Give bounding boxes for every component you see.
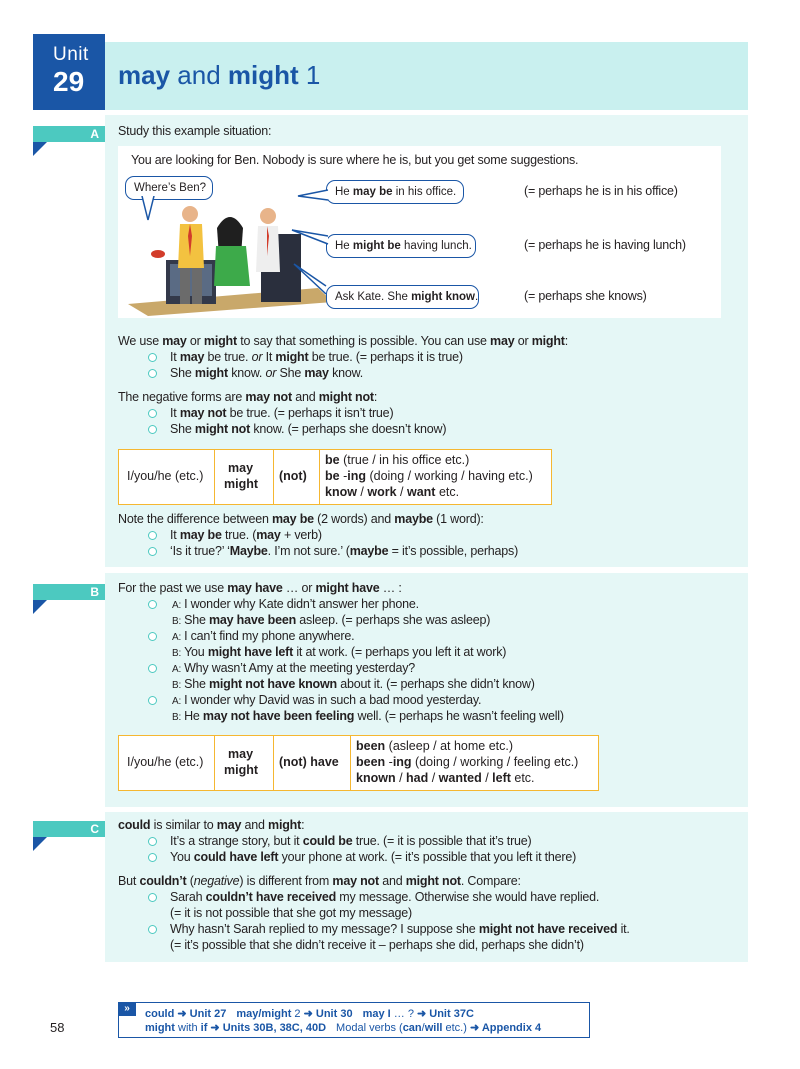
example-gloss: (= it’s possible that she didn’t receive it – perhaps she did, perhaps she didn’t) [170,938,584,952]
section-b-notch [33,600,47,614]
compare-explanation: But couldn’t (negative) is different from may not and might not. Compare: [118,874,521,888]
table-modal: may [228,461,254,475]
bullet-icon [148,853,157,862]
speech-bubble-2: He might be having lunch. [326,234,476,258]
dialogue-line: A: I can’t find my phone anywhere. [172,629,355,643]
example-line: It may be true. (may + verb) [170,528,322,542]
example-line: ‘Is it true?’ ‘Maybe. I’m not sure.’ (maybe = it’s possible, perhaps) [170,544,519,558]
example-line: It may be true. or It might be true. (= perhaps it is true) [170,350,463,364]
bullet-icon [148,409,157,418]
form-table-a [118,449,552,505]
bullet-icon [148,425,157,434]
bullet-icon [148,925,157,934]
speech-bubble-3-tail [292,262,328,296]
table-row: be -ing (doing / working / having etc.) [325,469,533,483]
section-a-tab: A [33,126,105,142]
example-gloss: (= it is not possible that she got my message) [170,906,412,920]
section-a-notch [33,142,47,156]
cross-reference-line-1[interactable]: could ➜ Unit 27 may/might 2 ➜ Unit 30 may I … ? ➜ Unit 37C [145,1008,474,1020]
example-line: She might not know. (= perhaps she doesn’t know) [170,422,447,436]
unit-number: 29 [53,66,85,97]
page-title: may and might 1 [118,60,321,90]
dialogue-line: A: Why wasn’t Amy at the meeting yesterday? [172,661,416,675]
bullet-icon [148,547,157,556]
table-row: be (true / in his office etc.) [325,453,470,467]
table-subject: I/you/he (etc.) [127,469,204,483]
bullet-icon [148,531,157,540]
question-bubble: Where’s Ben? [125,176,213,200]
bullet-icon [148,893,157,902]
speech-bubble-1-tail [296,186,330,206]
section-b-intro: For the past we use may have … or might have … : [118,581,402,595]
example-line: It may not be true. (= perhaps it isn’t true) [170,406,394,420]
table-row: know / work / want etc. [325,485,460,499]
gloss-1: (= perhaps he is in his office) [524,184,678,198]
use-explanation: We use may or might to say that something is possible. You can use may or might: [118,334,569,348]
dialogue-line: B: She may have been asleep. (= perhaps she was asleep) [172,613,491,627]
bullet-icon [148,353,157,362]
unit-label: Unit [53,44,89,65]
section-b-tab: B [33,584,105,600]
table-row: been (asleep / at home etc.) [356,739,514,753]
example-line: She might know. or She may know. [170,366,364,380]
example-line: It’s a strange story, but it could be true. (= it is possible that it’s true) [170,834,532,848]
bullet-icon [148,664,157,673]
dialogue-line: A: I wonder why Kate didn’t answer her phone. [172,597,419,611]
table-modal: might [224,477,259,491]
dialogue-line: B: He may not have been feeling well. (= perhaps he wasn’t feeling well) [172,709,564,723]
bullet-icon [148,600,157,609]
dialogue-line: A: I wonder why David was in such a bad mood yesterday. [172,693,482,707]
bullet-icon [148,369,157,378]
table-row: known / had / wanted / left etc. [356,771,535,785]
negative-explanation: The negative forms are may not and might not: [118,390,378,404]
table-modal: may [228,747,254,761]
example-line: Why hasn’t Sarah replied to my message? I suppose she might not have received it. [170,922,630,936]
example-intro: You are looking for Ben. Nobody is sure where he is, but you get some suggestions. [131,153,579,167]
section-c-intro: could is similar to may and might: [118,818,305,832]
speech-bubble-3: Ask Kate. She might know. [326,285,479,309]
form-table-b [118,735,599,791]
cross-reference-line-2[interactable]: might with if ➜ Units 30B, 38C, 40D Modal verbs (can/will etc.) ➜ Appendix 4 [145,1022,542,1034]
speech-bubble-2-tail [290,228,330,250]
example-line: Sarah couldn’t have received my message. Otherwise she would have replied. [170,890,600,904]
table-not-have: (not) have [279,755,339,769]
section-a-intro: Study this example situation: [118,124,272,138]
dialogue-line: B: You might have left it at work. (= perhaps you left it at work) [172,645,507,659]
gloss-3: (= perhaps she knows) [524,289,647,303]
gloss-2: (= perhaps he is having lunch) [524,238,686,252]
example-line: You could have left your phone at work. (= it’s possible that you left it there) [170,850,577,864]
double-arrow-icon: » [118,1002,136,1016]
bullet-icon [148,696,157,705]
difference-explanation: Note the difference between may be (2 words) and maybe (1 word): [118,512,484,526]
table-row: been -ing (doing / working / feeling etc.) [356,755,579,769]
dialogue-line: B: She might not have known about it. (= perhaps she didn’t know) [172,677,535,691]
section-c-tab: C [33,821,105,837]
bullet-icon [148,837,157,846]
table-modal: might [224,763,259,777]
speech-bubble-1: He may be in his office. [326,180,464,204]
table-not: (not) [279,469,307,483]
page-number: 58 [50,1020,65,1035]
unit-badge [33,34,105,110]
question-bubble-tail [140,196,160,222]
bullet-icon [148,632,157,641]
section-c-notch [33,837,47,851]
table-subject: I/you/he (etc.) [127,755,204,769]
